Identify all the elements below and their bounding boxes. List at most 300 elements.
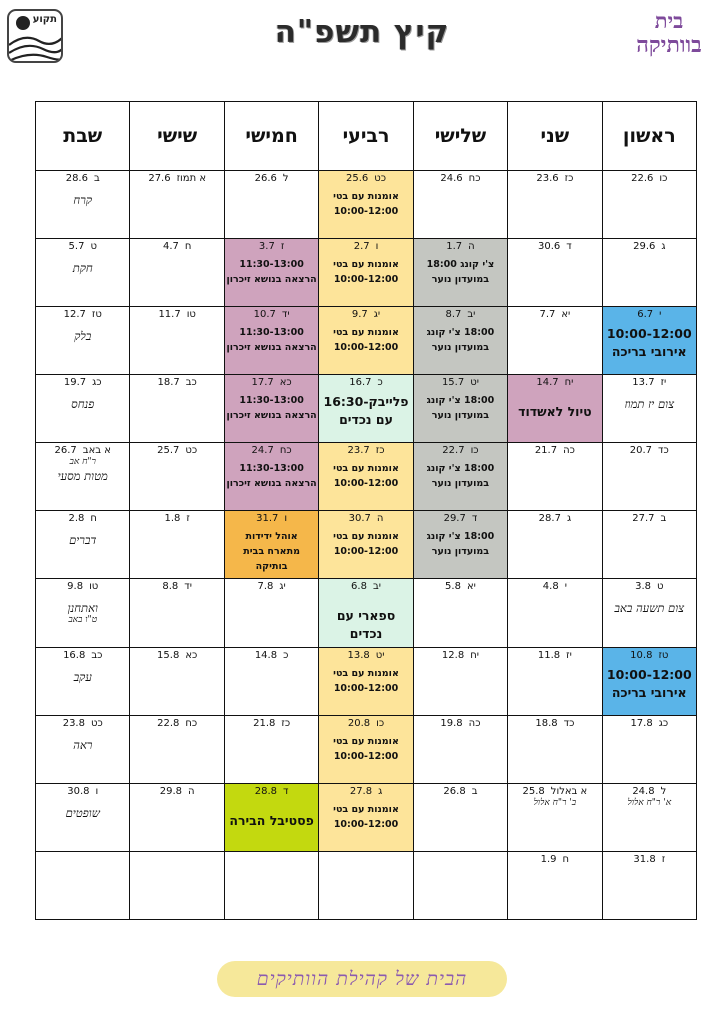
day-cell: [130, 171, 224, 239]
weekly-portion: צום יז תמוז: [624, 397, 675, 412]
hebrew-date: ד: [566, 241, 572, 253]
hebrew-date: יז: [660, 377, 667, 389]
day-number: [603, 376, 696, 389]
hebrew-date: כט: [90, 717, 103, 729]
week-row: [36, 715, 697, 783]
event-text: 18:00 צ'י קונג: [426, 327, 495, 339]
day-number: [414, 649, 507, 662]
gregorian-date: 15.8: [157, 649, 180, 661]
event-text: אומנות עם בטי: [333, 803, 399, 815]
weekly-portion: חקת: [72, 261, 93, 276]
day-number: [414, 785, 507, 798]
gregorian-date: 14.7: [536, 377, 559, 389]
day-number: [36, 785, 129, 798]
event-text: 11:30-13:00: [239, 259, 304, 271]
day-number: [36, 172, 129, 185]
event-text: בותיקה: [255, 561, 288, 573]
day-number: [603, 308, 696, 321]
gregorian-date: 1.7: [446, 241, 463, 253]
hebrew-date: יד: [281, 309, 290, 321]
event-text: אומנות עם בטי: [333, 531, 399, 543]
week-row: [36, 171, 697, 239]
event-text: במועדון נוער: [431, 410, 490, 422]
day-cell: [413, 715, 507, 783]
day-cell: [602, 783, 696, 851]
gregorian-date: 30.6: [538, 241, 561, 253]
gregorian-date: 10.8: [630, 649, 653, 661]
week-row: [36, 647, 697, 715]
day-cell: [508, 715, 602, 783]
logo-text: תקוע: [32, 14, 57, 25]
day-number: [508, 240, 601, 253]
gregorian-date: 6.7: [637, 309, 654, 321]
weekday-header: שבת: [36, 102, 130, 171]
hebrew-date: ח: [562, 853, 570, 865]
day-number: [130, 172, 223, 185]
day-cell: [508, 783, 602, 851]
event-text: צ'י קונג 18:00: [426, 259, 495, 271]
hebrew-date: כב: [91, 649, 103, 661]
gregorian-date: 29.6: [633, 241, 656, 253]
gregorian-date: 8.7: [445, 309, 462, 321]
gregorian-date: 19.7: [63, 377, 87, 389]
day-cell: [224, 579, 318, 647]
day-cell: [319, 715, 413, 783]
hebrew-date: כד: [658, 445, 669, 457]
hebrew-date: כ: [283, 649, 289, 661]
day-number: [225, 172, 318, 185]
day-cell: [224, 443, 318, 511]
event-text: 10:00-12:00: [333, 342, 399, 354]
gregorian-date: 28.6: [65, 173, 88, 184]
hebrew-date: ג: [378, 785, 383, 797]
hebrew-date: ו: [375, 241, 379, 253]
day-cell: [130, 375, 224, 443]
day-cell: [36, 851, 130, 919]
day-number: [130, 785, 223, 798]
gregorian-date: 23.7: [347, 445, 370, 457]
weekly-portion: ראה: [73, 737, 93, 752]
gregorian-date: 27.8: [349, 785, 373, 797]
day-cell: [602, 171, 696, 239]
hebrew-date: כב: [185, 377, 197, 389]
event-text: במועדון נוער: [431, 546, 490, 558]
day-cell: [319, 239, 413, 307]
event-text: 11:30-13:00: [239, 463, 304, 475]
gregorian-date: 2.8: [68, 513, 85, 525]
hebrew-date: כג: [92, 377, 102, 389]
gregorian-date: 8.8: [162, 581, 179, 593]
week-row: [36, 511, 697, 579]
day-number: [603, 512, 696, 525]
weekday-header-row: [36, 102, 697, 171]
hebrew-date: יב: [372, 581, 381, 593]
hebrew-date: יב: [467, 309, 476, 321]
gregorian-date: 16.7: [349, 377, 372, 389]
day-number: [414, 376, 507, 389]
hebrew-date: כו: [659, 173, 668, 184]
event-text: 10:00-12:00: [606, 326, 692, 342]
event-text: 10:00-12:00: [333, 818, 399, 830]
holiday-note: ר"ח אב: [69, 457, 96, 468]
weekly-portion: צום תשעה באב: [614, 601, 685, 616]
day-number: [36, 717, 129, 730]
hebrew-date: ח: [90, 513, 97, 525]
tekoa-logo: [7, 9, 63, 63]
weekday-header: ראשון: [602, 102, 696, 171]
day-number: [36, 240, 129, 253]
event-text: 10:00-12:00: [333, 682, 399, 694]
day-number: [603, 853, 696, 866]
hebrew-date: טו: [186, 309, 196, 321]
week-row: [36, 239, 697, 307]
hebrew-date: ה: [188, 785, 195, 797]
gregorian-date: 15.7: [441, 377, 465, 389]
day-number: [130, 444, 223, 457]
gregorian-date: 22.7: [442, 445, 465, 457]
calendar-body: [36, 171, 697, 920]
gregorian-date: 18.7: [157, 377, 180, 389]
day-number: [225, 580, 318, 593]
event-text: הרצאה בנושא זיכרון: [226, 478, 317, 490]
day-cell: [508, 579, 602, 647]
day-number: [508, 785, 601, 798]
event-text: אירובי בריכה: [611, 344, 687, 360]
gregorian-date: 24.8: [632, 785, 655, 797]
gregorian-date: 29.8: [159, 785, 183, 797]
gregorian-date: 1.9: [540, 853, 557, 865]
day-cell: [602, 647, 696, 715]
weekday-header: שני: [508, 102, 602, 171]
hebrew-date: כז: [375, 445, 385, 457]
hebrew-date: טו: [89, 581, 99, 593]
gregorian-date: 1.8: [164, 513, 181, 525]
day-cell: [224, 375, 318, 443]
day-number: [414, 172, 507, 185]
day-cell: [602, 239, 696, 307]
hebrew-date: כה: [468, 717, 481, 729]
event-text: אומנות עם בטי: [333, 667, 399, 679]
day-cell: [130, 511, 224, 579]
gregorian-date: 20.7: [629, 445, 653, 457]
gregorian-date: 3.7: [258, 241, 275, 253]
day-cell: [130, 647, 224, 715]
hebrew-date: ח: [184, 241, 192, 253]
day-number: [508, 172, 601, 185]
day-number: [36, 580, 129, 593]
day-number: [225, 649, 318, 662]
gregorian-date: 12.7: [63, 309, 86, 321]
day-number: [130, 308, 223, 321]
gregorian-date: 21.8: [253, 717, 276, 729]
brand-line-1: בית: [654, 8, 684, 33]
gregorian-date: 28.8: [254, 785, 277, 797]
gregorian-date: 23.8: [62, 717, 85, 729]
day-cell: [224, 239, 318, 307]
hebrew-date: ז: [280, 241, 285, 253]
day-cell: [413, 579, 507, 647]
gregorian-date: 31.7: [256, 513, 279, 525]
weekly-portion: דברים: [69, 533, 97, 548]
day-cell: [319, 375, 413, 443]
gregorian-date: 25.6: [346, 173, 369, 184]
day-cell: [130, 851, 224, 919]
hebrew-date: כח: [468, 173, 481, 184]
hebrew-date: ה: [468, 241, 475, 253]
event-text: אומנות עם בטי: [333, 735, 399, 747]
hebrew-date: ט: [90, 241, 97, 253]
day-cell: [130, 783, 224, 851]
week-row: [36, 579, 697, 647]
weekly-portion: מטות מסעי: [57, 469, 108, 484]
day-number: [603, 444, 696, 457]
day-cell: [224, 307, 318, 375]
hebrew-date: ג: [661, 241, 666, 253]
day-cell: [224, 171, 318, 239]
hebrew-date: א באב: [82, 445, 111, 457]
day-cell: [36, 511, 130, 579]
day-cell: [413, 375, 507, 443]
day-cell: [36, 443, 130, 511]
event-text: הרצאה בנושא זיכרון: [226, 274, 317, 286]
day-cell: [36, 579, 130, 647]
hebrew-date: ג: [566, 513, 572, 525]
hebrew-date: כא: [279, 377, 292, 389]
event-text: 10:00-12:00: [606, 666, 692, 682]
day-cell: [319, 579, 413, 647]
day-cell: [413, 783, 507, 851]
day-cell: [508, 307, 602, 375]
day-cell: [602, 579, 696, 647]
hebrew-date: יג: [279, 581, 286, 593]
day-number: [414, 444, 507, 457]
event-text: 10:00-12:00: [333, 206, 399, 217]
day-cell: [130, 239, 224, 307]
day-cell: [224, 783, 318, 851]
gregorian-date: 16.8: [63, 649, 86, 661]
gregorian-date: 25.7: [157, 445, 180, 457]
gregorian-date: 27.7: [632, 513, 655, 525]
hebrew-date: ז: [661, 853, 666, 865]
day-cell: [508, 511, 602, 579]
event-text: הרצאה בנושא זיכרון: [226, 342, 317, 354]
hebrew-date: יח: [564, 377, 574, 389]
day-number: [508, 444, 601, 457]
event-text: אומנות עם בטי: [333, 327, 399, 339]
hebrew-date: כא: [185, 649, 198, 661]
page-title: קיץ תשפ"ה: [274, 14, 450, 50]
day-number: [319, 512, 412, 525]
day-cell: [508, 851, 602, 919]
day-number: [319, 717, 412, 730]
gregorian-date: 21.7: [534, 445, 558, 457]
event-text: 18:00 צ'י קונג: [426, 395, 495, 407]
day-cell: [36, 171, 130, 239]
day-number: [508, 308, 601, 321]
gregorian-date: 4.7: [162, 241, 179, 253]
event-text: 10:00-12:00: [333, 546, 399, 558]
day-cell: [508, 171, 602, 239]
hebrew-date: ב: [471, 785, 478, 797]
gregorian-date: 19.8: [440, 717, 463, 729]
weekly-portion: ואתחנן: [67, 601, 98, 616]
event-text: אומנות עם בטי: [333, 191, 399, 202]
hebrew-date: כט: [185, 445, 198, 457]
gregorian-date: 7.8: [257, 581, 274, 593]
day-number: [225, 512, 318, 525]
brand-line-2: בוותיקה: [636, 32, 702, 58]
week-row: [36, 375, 697, 443]
day-number: [603, 785, 696, 798]
hebrew-date: יא: [561, 309, 571, 321]
gregorian-date: 14.8: [254, 649, 278, 661]
gregorian-date: 17.7: [251, 377, 274, 389]
hebrew-date: טז: [91, 309, 102, 321]
day-cell: [36, 307, 130, 375]
day-number: [603, 240, 696, 253]
hebrew-date: ב: [93, 173, 100, 184]
day-number: [414, 580, 507, 593]
day-number: [319, 785, 412, 798]
hebrew-date: כג: [658, 717, 669, 729]
gregorian-date: 26.6: [254, 173, 277, 184]
event-text: 10:00-12:00: [333, 274, 399, 286]
day-cell: [130, 715, 224, 783]
hebrew-date: ד: [471, 513, 478, 525]
day-cell: [224, 511, 318, 579]
gregorian-date: 5.7: [68, 241, 85, 253]
day-number: [225, 444, 318, 457]
day-cell: [602, 715, 696, 783]
day-number: [603, 172, 696, 185]
hebrew-date: יח: [470, 649, 479, 661]
hebrew-date: ט: [657, 581, 664, 593]
hebrew-date: כד: [563, 717, 575, 729]
gregorian-date: 31.8: [633, 853, 656, 865]
day-number: [508, 512, 601, 525]
day-cell: [319, 851, 413, 919]
hebrew-date: ב: [660, 513, 667, 525]
day-cell: [224, 851, 318, 919]
event-text: אירובי בריכה: [611, 684, 687, 700]
day-cell: [602, 851, 696, 919]
weekday-header: שישי: [130, 102, 224, 171]
day-cell: [508, 375, 602, 443]
day-number: [508, 649, 601, 662]
gregorian-date: 5.8: [445, 581, 461, 593]
hebrew-date: כט: [374, 173, 387, 184]
hebrew-date: טז: [658, 649, 669, 661]
brand-logo: [634, 8, 704, 64]
day-number: [225, 376, 318, 389]
day-number: [130, 580, 223, 593]
gregorian-date: 24.6: [440, 173, 463, 184]
gregorian-date: 18.8: [535, 717, 558, 729]
footer-slogan: הבית של קהילת הוותיקים: [217, 961, 507, 997]
day-number: [130, 649, 223, 662]
event-text: ספארי עם נכדים: [336, 608, 396, 642]
event-text: 10:00-12:00: [333, 750, 399, 762]
hebrew-date: ד: [283, 785, 289, 797]
weekly-portion: שופטים: [65, 805, 100, 820]
event-text: 18:00 צ'י קונג: [426, 531, 495, 543]
gregorian-date: 29.7: [443, 513, 466, 525]
day-number: [130, 240, 223, 253]
day-cell: [602, 511, 696, 579]
day-number: [130, 376, 223, 389]
day-cell: [36, 715, 130, 783]
holiday-note: א' ר"ח אלול: [627, 797, 672, 808]
gregorian-date: 12.8: [441, 649, 465, 661]
day-number: [603, 649, 696, 662]
gregorian-date: 23.6: [536, 173, 559, 184]
gregorian-date: 6.8: [351, 581, 367, 593]
gregorian-date: 28.7: [538, 513, 561, 525]
day-number: [603, 717, 696, 730]
day-cell: [319, 171, 413, 239]
day-number: [414, 308, 507, 321]
hebrew-date: כז: [281, 717, 291, 729]
day-cell: [319, 511, 413, 579]
day-cell: [508, 239, 602, 307]
day-number: [508, 580, 601, 593]
day-number: [414, 512, 507, 525]
gregorian-date: 30.7: [348, 513, 371, 525]
event-text: אומנות עם בטי: [333, 259, 399, 271]
hebrew-date: א באלול: [550, 785, 588, 797]
gregorian-date: 9.7: [351, 309, 368, 321]
day-number: [36, 649, 129, 662]
day-cell: [36, 783, 130, 851]
day-cell: [130, 443, 224, 511]
gregorian-date: 26.8: [443, 785, 466, 797]
hebrew-date: ל: [282, 173, 289, 184]
week-row: [36, 851, 697, 919]
hebrew-date: יז: [566, 649, 572, 661]
day-number: [36, 376, 129, 389]
day-cell: [602, 307, 696, 375]
day-cell: [130, 307, 224, 375]
gregorian-date: 11.7: [158, 309, 181, 321]
weekly-portion: קרח: [73, 193, 93, 207]
day-cell: [602, 443, 696, 511]
hebrew-date: יד: [184, 581, 192, 593]
day-cell: [36, 647, 130, 715]
week-row: [36, 307, 697, 375]
day-number: [36, 308, 129, 321]
gregorian-date: 3.8: [635, 581, 651, 593]
gregorian-date: 20.8: [347, 717, 371, 729]
day-cell: [130, 579, 224, 647]
week-row: [36, 783, 697, 851]
week-row: [36, 443, 697, 511]
day-number: [319, 580, 412, 593]
day-number: [319, 376, 412, 389]
day-number: [130, 717, 223, 730]
day-cell: [508, 647, 602, 715]
day-number: [319, 649, 412, 662]
hebrew-date: י: [564, 581, 567, 593]
gregorian-date: 17.8: [630, 717, 653, 729]
hebrew-date: כח: [185, 717, 198, 729]
event-text: אוהל ידידות: [245, 531, 298, 543]
event-text: הרצאה בנושא זיכרון: [226, 410, 317, 422]
event-text: פלייבק-16:30: [323, 394, 409, 410]
event-text: אומנות עם בטי: [333, 463, 399, 475]
event-text: עם נכדים: [339, 412, 393, 428]
event-text: 18:00 צ'י קונג: [426, 463, 495, 475]
hebrew-date: כז: [564, 173, 574, 184]
